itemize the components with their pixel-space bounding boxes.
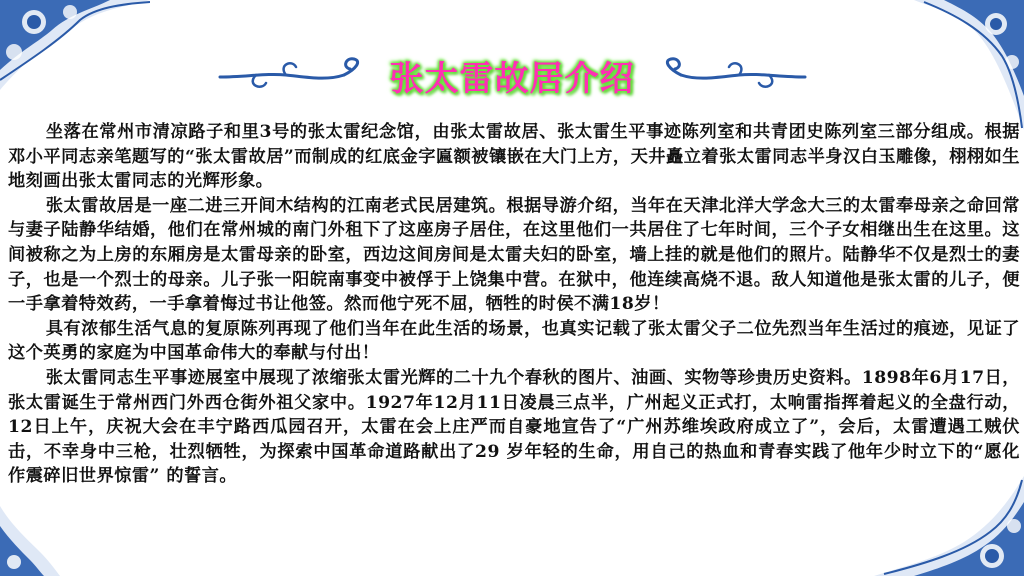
page-title: 张太雷故居介绍 bbox=[389, 58, 635, 99]
flourish-left-ornament bbox=[216, 55, 366, 95]
paragraph-exhibition: 张太雷同志生平事迹展室中展现了浓缩张太雷光辉的二十九个春秋的图片、油画、实物等珍贵历史资料。1898年6月17日，张太雷诞生于常州西门外西仓街外祖父家中。1927年12月11日凌晨三点半，广州起义正式打，太响雷指挥着起义的全盘行动，12日上午，庆祝大会在丰宁路西瓜园召开，太雷在会上庄严而自豪地宣告了“广州苏维埃政府成立了”，会后，太雷遭遇工贼伏击，不幸身中三枪，壮烈牺牲，为探索中国革命道路献出了29 岁年轻的生命，用自己的热血和青春实践了他年少时立下的“愿化作震碎旧世界惊雷” 的誓言。 bbox=[8, 367, 1020, 487]
paragraph-location: 坐落在常州市清凉路子和里3号的张太雷纪念馆，由张太雷故居、张太雷生平事迹陈列室和共青团史陈列室三部分组成。根据邓小平同志亲笔题写的“张太雷故居”而制成的红底金字匾额被镶嵌在大门上方，天井矗立着张太雷同志半身汉白玉雕像，栩栩如生地刻画出张太雷同志的光辉形象。 bbox=[8, 122, 1020, 192]
title-row bbox=[0, 50, 1024, 100]
article-body bbox=[8, 120, 1020, 489]
porcelain-corner-bottom-right bbox=[874, 476, 1024, 576]
porcelain-corner-bottom-left bbox=[0, 506, 60, 576]
flourish-right-ornament bbox=[659, 55, 809, 95]
paragraph-restored-display: 具有浓郁生活气息的复原陈列再现了他们当年在此生活的场景，也真实记载了张太雷父子二位先烈当年生活过的痕迹，见证了这个英勇的家庭为中国革命伟大的奉献与付出！ bbox=[8, 318, 1020, 364]
paragraph-residence: 张太雷故居是一座二进三开间木结构的江南老式民居建筑。根据导游介绍，当年在天津北洋大学念大三的太雷奉母亲之命回常与妻子陆静华结婚，他们在常州城的南门外租下了这座房子居住，在这里他们一共居住了七年时间，三个子女相继出生在这里。这间被称之为上房的东厢房是太雷母亲的卧室，西边这间房间是太雷夫妇的卧室，墙上挂的就是他们的照片。陆静华不仅是烈士的妻子，也是一个烈士的母亲。儿子张一阳皖南事变中被俘于上饶集中营。在狱中，他连续高烧不退。敌人知道他是张太雷的儿子，便一手拿着特效药，一手拿着悔过书让他签。然而他宁死不屈，牺牲的时侯不满18岁！ bbox=[8, 195, 1020, 315]
